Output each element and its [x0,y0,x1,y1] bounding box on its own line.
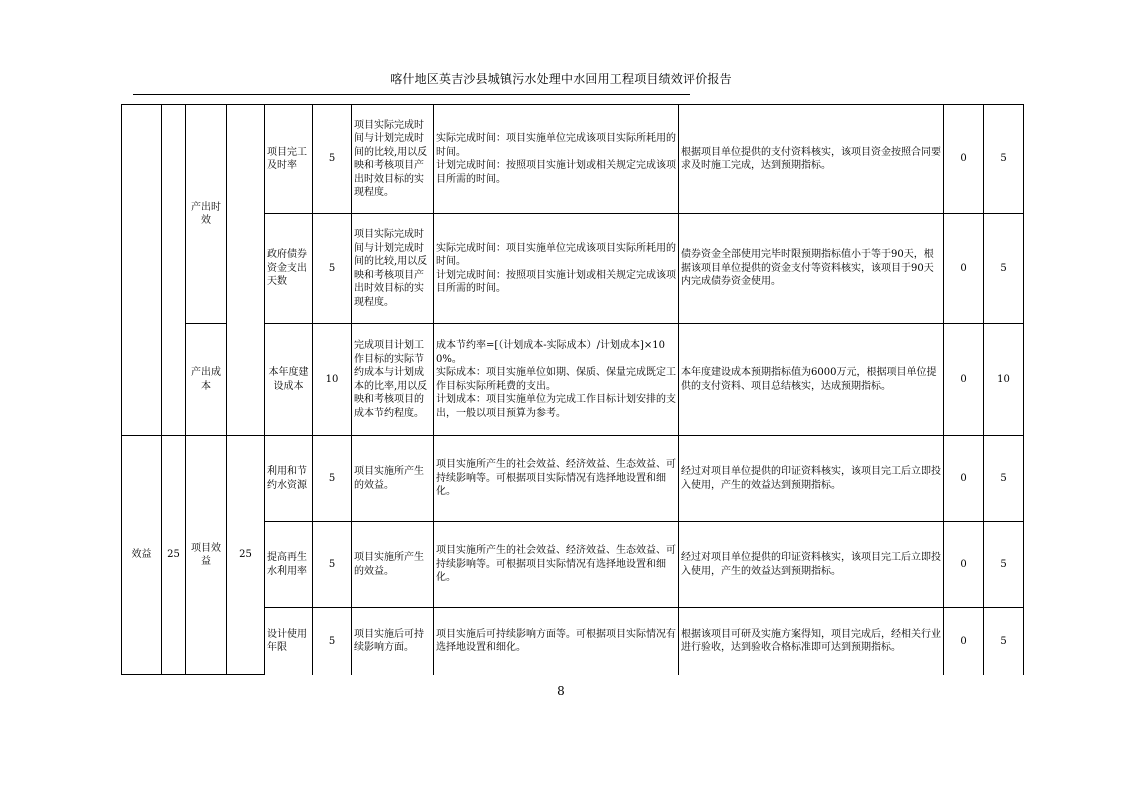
indicator-score: 5 [313,608,352,675]
level2-output-timeliness: 产出时效 [186,105,227,324]
indicator-name: 项目完工及时率 [265,105,313,214]
level2-output-cost: 产出成本 [186,324,227,436]
table-row [122,436,1024,522]
indicator-name: 政府债券资金支出天数 [265,214,313,324]
final-score: 5 [984,608,1024,675]
performance-evaluation-table [121,104,1024,675]
indicator-score: 5 [313,105,352,214]
level1-score-cell-continued [162,105,186,436]
final-score: 5 [984,436,1024,522]
indicator-score: 10 [313,324,352,436]
indicator-name: 设计使用年限 [265,608,313,675]
evaluation-text: 根据项目单位提供的支付资料核实，该项目资金按照合同要求及时施工完成，达到预期指标。 [679,105,944,214]
indicator-name: 利用和节约水资源 [265,436,313,522]
evaluation-text: 债券资金全部使用完毕时限预期指标值小于等于90天，根据该项目单位提供的资金支付等资料核实，该项目于90天内完成债券资金使用。 [679,214,944,324]
level1-cell-continued [122,105,162,436]
deduction-value: 0 [944,608,984,675]
deduction-value: 0 [944,324,984,436]
indicator-explanation: 项目实施后可持续影响方面。 [352,608,434,675]
final-score: 10 [984,324,1024,436]
evaluation-text: 经过对项目单位提供的印证资料核实，该项目完工后立即投入使用，产生的效益达到预期指标。 [679,522,944,608]
final-score: 5 [984,105,1024,214]
indicator-name: 提高再生水利用率 [265,522,313,608]
table-row [122,105,1024,214]
indicator-explanation: 完成项目计划工作目标的实际节约成本与计划成本的比率,用以反映和考核项目的成本节约程度。 [352,324,434,436]
level2-project-benefit-score: 25 [227,436,265,675]
indicator-score: 5 [313,214,352,324]
final-score: 5 [984,214,1024,324]
level2-score-cell-continued [227,105,265,436]
indicator-explanation: 项目实际完成时间与计划完成时间的比较,用以反映和考核项目产出时效目标的实现程度。 [352,214,434,324]
indicator-notes: 项目实施后可持续影响方面等。可根据项目实际情况有选择地设置和细化。 [434,608,679,675]
indicator-notes: 项目实施所产生的社会效益、经济效益、生态效益、可持续影响等。可根据项目实际情况有选择地设置和细化。 [434,436,679,522]
header-divider [133,94,690,95]
page-number: 8 [557,684,565,698]
deduction-value: 0 [944,522,984,608]
indicator-notes: 实际完成时间：项目实施单位完成该项目实际所耗用的时间。 计划完成时间：按照项目实施计划或相关规定完成该项目所需的时间。 [434,105,679,214]
indicator-explanation: 项目实际完成时间与计划完成时间的比较,用以反映和考核项目产出时效目标的实现程度。 [352,105,434,214]
evaluation-text: 根据该项目可研及实施方案得知，项目完成后，经相关行业进行验收，达到验收合格标准即可达到预期指标。 [679,608,944,675]
indicator-explanation: 项目实施所产生的效益。 [352,522,434,608]
report-title: 喀什地区英吉沙县城镇污水处理中水回用工程项目绩效评价报告 [390,72,732,86]
deduction-value: 0 [944,105,984,214]
evaluation-text: 经过对项目单位提供的印证资料核实，该项目完工后立即投入使用，产生的效益达到预期指标。 [679,436,944,522]
level1-benefit-score: 25 [162,436,186,675]
final-score: 5 [984,522,1024,608]
level2-project-benefit: 项目效益 [186,436,227,675]
level1-benefit: 效益 [122,436,162,675]
indicator-explanation: 项目实施所产生的效益。 [352,436,434,522]
deduction-value: 0 [944,214,984,324]
indicator-score: 5 [313,522,352,608]
indicator-notes: 项目实施所产生的社会效益、经济效益、生态效益、可持续影响等。可根据项目实际情况有选择地设置和细化。 [434,522,679,608]
indicator-score: 5 [313,436,352,522]
evaluation-text: 本年度建设成本预期指标值为6000万元，根据项目单位提供的支付资料、项目总结核实，达成预期指标。 [679,324,944,436]
indicator-name: 本年度建设成本 [265,324,313,436]
deduction-value: 0 [944,436,984,522]
indicator-notes: 成本节约率=[（计划成本-实际成本）/计划成本]×100%。 实际成本：项目实施单位如期、保质、保量完成既定工作目标实际所耗费的支出。 计划成本：项目实施单位为完成工作目标计划安排的支出，一般以项目预算为参考。 [434,324,679,436]
indicator-notes: 实际完成时间：项目实施单位完成该项目实际所耗用的时间。 计划完成时间：按照项目实施计划或相关规定完成该项目所需的时间。 [434,214,679,324]
